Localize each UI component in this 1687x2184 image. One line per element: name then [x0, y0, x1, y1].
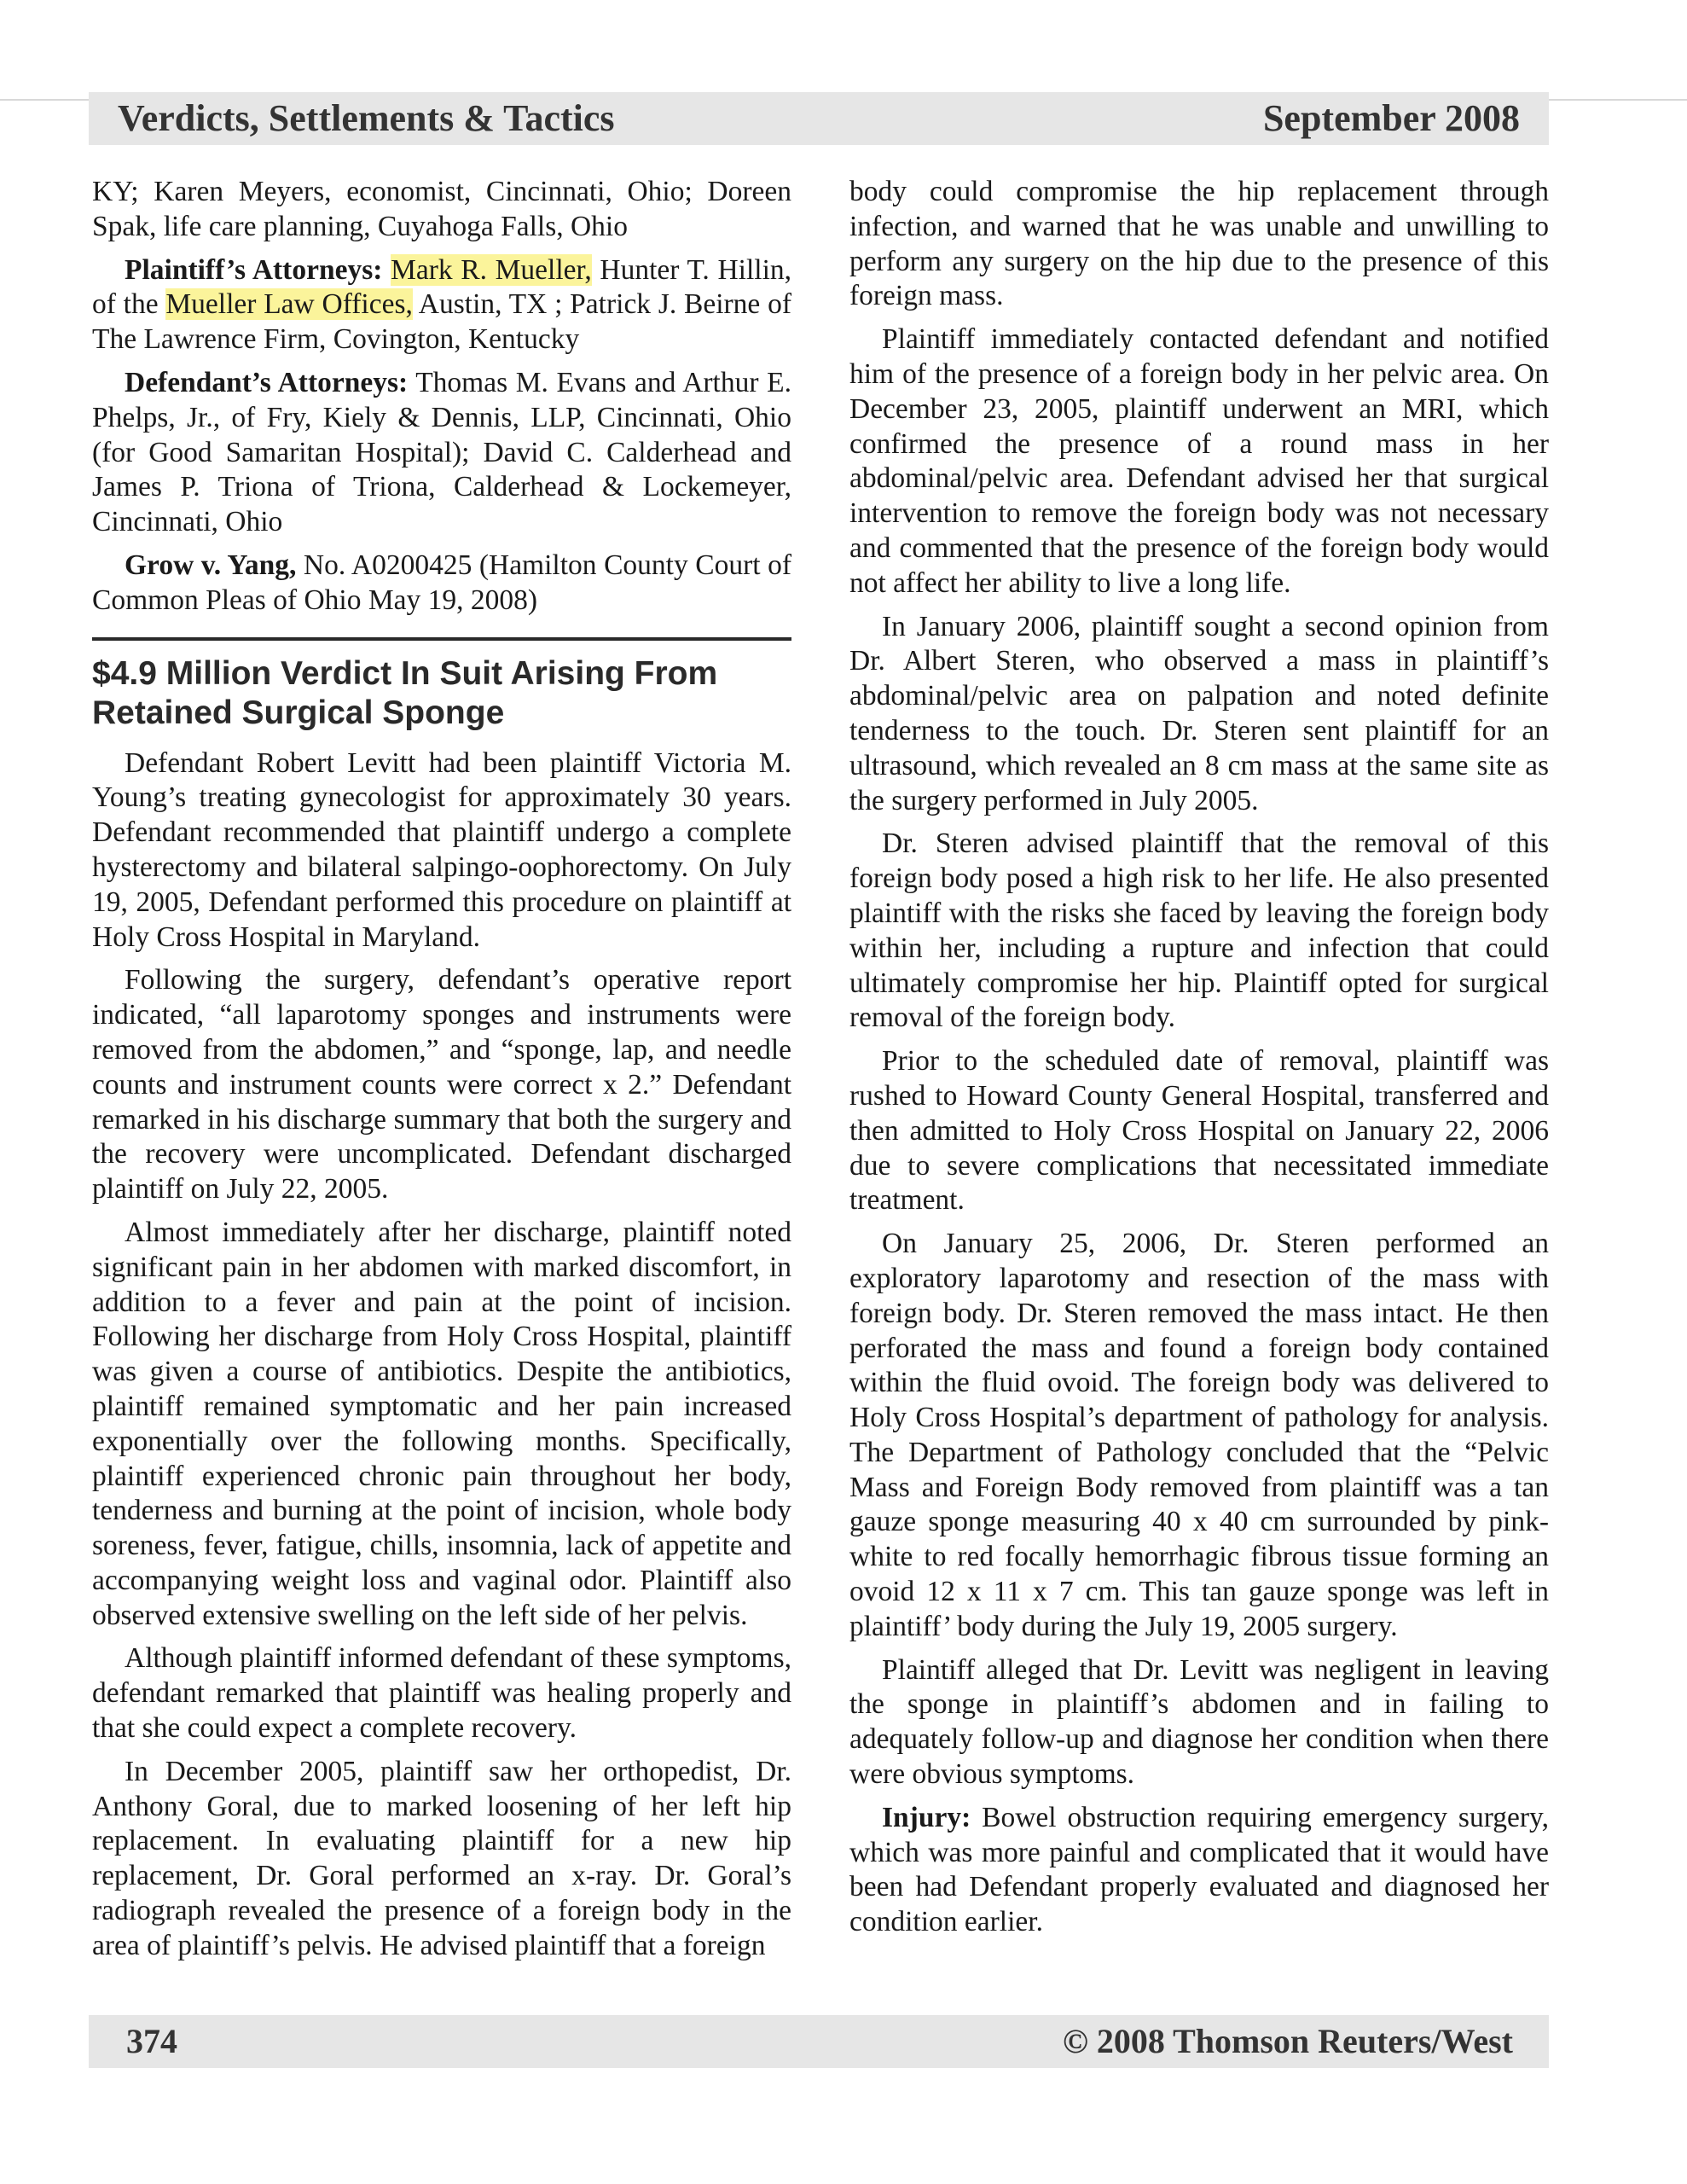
- article-paragraph-10: On January 25, 2006, Dr. Steren performed an exploratory laparotomy and resection of the mass with foreign body. Dr. Steren removed the mass intact. He then perforated the mass and found a foreign body contained within the fluid ovoid. The foreign body was delivered to Holy Cross Hospital’s department of pathology for analysis. The Department of Pathology concluded that the “Pelvic Mass and Foreign Body removed from plaintiff was a tan gauze sponge measuring 40 x 40 cm surrounded by pink-white to red focally hemorrhagic fibrous tissue forming an ovoid 12 x 11 x 7 cm. This tan gauze sponge was left in plaintiff’ body during the July 19, 2005 surgery.: [849, 1228, 1549, 1642]
- article-paragraph-3: Almost immediately after her discharge, plaintiff noted significant pain in her abdomen with marked discomfort, in addition to a fever and pain at the point of incision. Following her discharge from Holy Cross Hospital, plaintiff was given a course of antibiotics. Despite the antibiotics, plaintiff remained symptomatic and her pain increased exponentially over the following months. Specifically, plaintiff experienced chronic pain throughout her body, tenderness and burning at the point of incision, whole body soreness, fever, fatigue, chills, insomnia, lack of appetite and accompanying weight loss and vaginal odor. Plaintiff also observed extensive swelling on the left side of her pelvis.: [92, 1216, 791, 1631]
- defendant-attorneys-label: Defendant’s Attorneys:: [125, 366, 409, 398]
- running-footer: [89, 2015, 1549, 2068]
- section-divider: [92, 637, 791, 641]
- defendant-attorneys: [92, 366, 791, 540]
- plaintiff-attorneys: [92, 253, 791, 357]
- article-paragraph-1: Defendant Robert Levitt had been plaintiff Victoria M. Young’s treating gynecologist for approximately 30 years. Defendant recommended that plaintiff undergo a complete hysterectomy and bilateral salpingo-oophorectomy. On July 19, 2005, Defendant performed this procedure on plaintiff at Holy Cross Hospital in Maryland.: [92, 746, 791, 953]
- article-paragraph-5-continued: body could compromise the hip replacement through infection, and warned that he was unable and unwilling to perform any surgery on the hip due to the presence of this foreign mass.: [849, 176, 1549, 312]
- article-paragraph-5: In December 2005, plaintiff saw her orthopedist, Dr. Anthony Goral, due to marked loosening of her left hip replacement. In evaluating plaintiff for a new hip replacement, Dr. Goral performed an x-ray. Dr. Goral’s radiograph revealed the presence of a foreign body in the area of plaintiff’s pelvis. He advised plaintiff that a foreign: [92, 1755, 791, 1961]
- copyright-notice: © 2008 Thomson Reuters/West: [1062, 2022, 1513, 2060]
- running-header: [89, 92, 1549, 145]
- article-paragraph-2: Following the surgery, defendant’s operative report indicated, “all laparotomy sponges and instruments were removed from the abdomen,” and “sponge, lap, and needle counts and instrument counts were correct x 2.” Defendant remarked in his discharge summary that both the surgery and the recovery were uncomplicated. Defendant discharged plaintiff on July 22, 2005.: [92, 964, 791, 1205]
- injury-label: Injury:: [882, 1801, 971, 1833]
- publication-title: Verdicts, Settlements & Tactics: [118, 97, 615, 139]
- defendant-attorneys-text: Thomas M. Evans and Arthur E. Phelps, Jr., of Fry, Kiely & Dennis, LLP, Cincinnati, Ohio (for Good Samaritan Hospital); David C. Calderhead and James P. Triona of Triona, Calderhead & Lockemeyer, Cincinnati, Ohio: [92, 366, 791, 538]
- plaintiff-attorneys-label: Plaintiff’s Attorneys:: [125, 253, 383, 286]
- plaintiff-attorneys-text-2: Austin, TX ; Patrick J. Beirne of The Lawrence Firm, Covington, Kentucky: [92, 288, 791, 356]
- highlighted-law-office: Mueller Law Offices,: [165, 288, 413, 321]
- article-paragraph-6: Plaintiff immediately contacted defendant and notified him of the presence of a foreign body in her pelvic area. On December 23, 2005, plaintiff underwent an MRI, which confirmed the presence of a round mass in her abdominal/pelvic area. Defendant advised her that surgical intervention to remove the foreign body was not necessary and commented that the presence of the foreign body would not affect her ability to live a long life.: [849, 323, 1549, 599]
- case-citation-text: No. A0200425 (Hamilton County Court of Common Pleas of Ohio May 19, 2008): [92, 549, 791, 616]
- injury-paragraph: [849, 1801, 1549, 1940]
- right-column: [849, 175, 1549, 1949]
- article-headline: $4.9 Million Verdict In Suit Arising From Retained Surgical Sponge: [92, 654, 718, 731]
- left-column: [92, 175, 791, 1972]
- injury-text: Bowel obstruction requiring emergency surgery, which was more painful and complicated that it would have been had Defendant properly evaluated and diagnosed her condition earlier.: [849, 1801, 1549, 1938]
- case-name: Grow v. Yang,: [125, 549, 297, 581]
- article-paragraph-4: Although plaintiff informed defendant of these symptoms, defendant remarked that plaintiff was healing properly and that she could expect a complete recovery.: [92, 1642, 791, 1745]
- page-number: 374: [126, 2022, 177, 2060]
- case-citation: [92, 549, 791, 619]
- issue-date: September 2008: [1262, 97, 1520, 139]
- article-paragraph-11: Plaintiff alleged that Dr. Levitt was negligent in leaving the sponge in plaintiff’s abdomen and in failing to adequately follow-up and diagnose her condition when there were obvious symptoms.: [849, 1653, 1549, 1791]
- experts-continuation: KY; Karen Meyers, economist, Cincinnati, Ohio; Doreen Spak, life care planning, Cuyahoga Falls, Ohio: [92, 176, 791, 242]
- highlighted-attorney-name: Mark R. Mueller,: [391, 253, 592, 286]
- article-paragraph-7: In January 2006, plaintiff sought a second opinion from Dr. Albert Steren, who observed a mass in plaintiff’s abdominal/pelvic area on palpation and noted definite tenderness to the touch. Dr. Steren sent plaintiff for an ultrasound, which revealed an 8 cm mass at the same site as the surgery performed in July 2005.: [849, 610, 1549, 816]
- article-paragraph-8: Dr. Steren advised plaintiff that the removal of this foreign body posed a high risk to her life. He also presented plaintiff with the risks she faced by leaving the foreign body within her, including a rupture and infection that could ultimately compromise her hip. Plaintiff opted for surgical removal of the foreign body.: [849, 828, 1549, 1034]
- article-paragraph-9: Prior to the scheduled date of removal, plaintiff was rushed to Howard County General Hospital, transferred and then admitted to Holy Cross Hospital on January 22, 2006 due to severe complications that necessitated immediate treatment.: [849, 1045, 1549, 1217]
- plaintiff-attorneys-text-1: Hunter T. Hillin, of the: [92, 253, 792, 321]
